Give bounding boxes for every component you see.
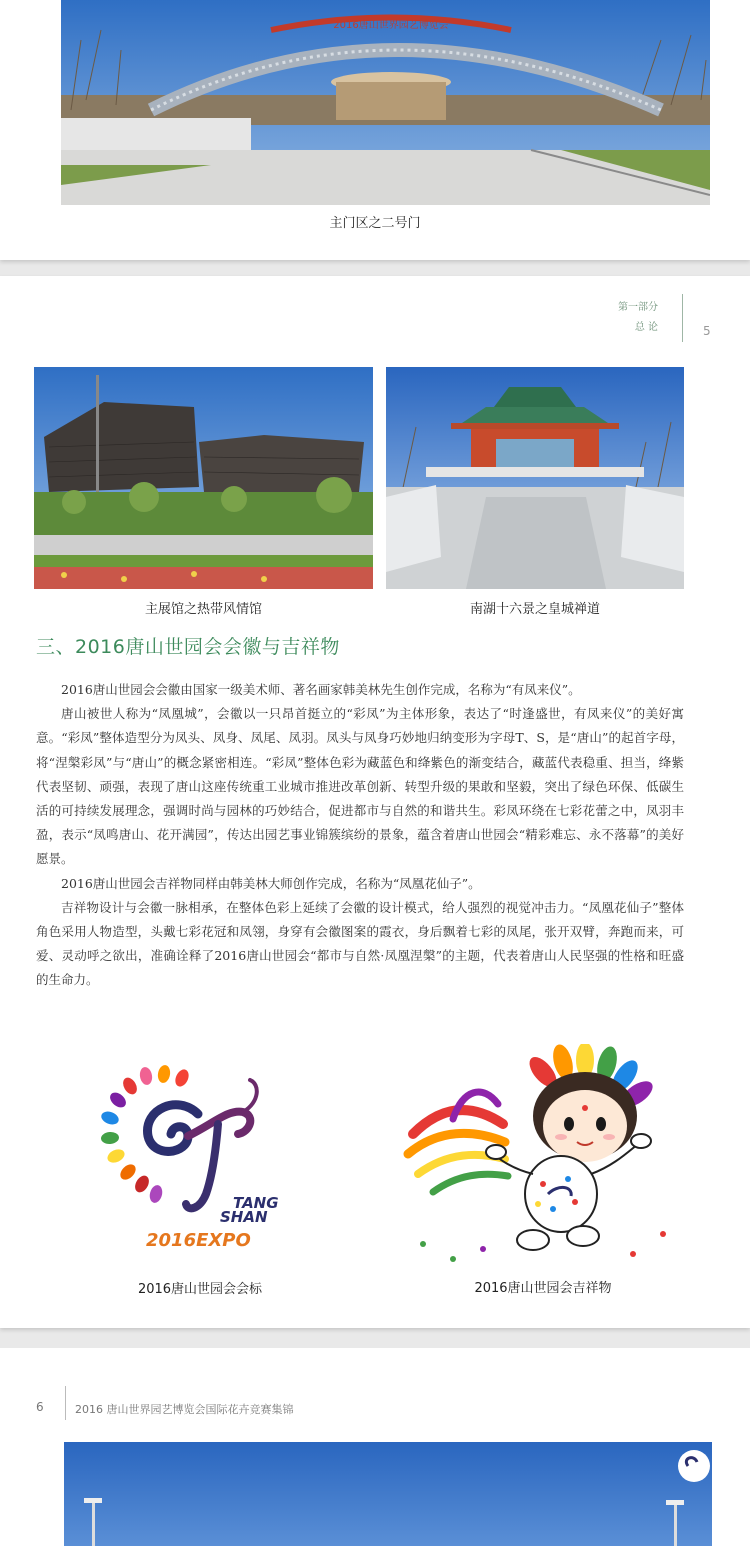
main-page — [0, 276, 750, 1328]
pavilion-photo — [386, 367, 684, 589]
emblem-caption: 2016唐山世园会会标 — [137, 1282, 263, 1297]
gate-sign-text: 2016唐山世界园艺博览会 — [333, 20, 449, 31]
part-label: 第一部分 — [618, 302, 658, 313]
stadium-photo — [64, 1442, 712, 1546]
gate-photo-caption: 主门区之二号门 — [329, 216, 421, 231]
mascot-caption: 2016唐山世园会吉祥物 — [474, 1281, 612, 1296]
section-title: 三、2016唐山世园会会徽与吉祥物 — [36, 636, 340, 658]
emblem-card — [38, 1054, 362, 1270]
paragraph: 2016唐山世园会吉祥物同样由韩美林大师创作完成，名称为“凤凰花仙子”。 — [61, 875, 481, 891]
paragraph: 唐山被世人称为“凤凰城”，会徽以一只昂首挺立的“彩凤”为主体形象，表达了“时逢盛世，有凤来仪”的美好寓意。“彩凤”整体造型分为凤头、凤身、凤尾、凤羽。凤头与凤身巧妙地归纳变形为字母T、S，是“唐山”的起首字母，将“涅槃彩凤”与“唐山”的概念紧密相连。“彩凤”整体色彩为藏蓝色和绛紫色的渐变结合，藏蓝代表稳重、担当，绛紫代表坚韧、顽强，表现了唐山这座传统重工业城市推进改革创新、转型升级的果敢和坚毅，突出了绿色环保、低碳生活的可持续发展理念，强调时尚与园林的巧妙结合，促进都市与自然的和谐共生。彩凤环绕在七彩花蕾之中，凤羽丰盈，表示“凤鸣唐山、花开满园”，传达出园艺事业锦簇缤纷的景象，蕴含着唐山世园会“精彩难忘、永不落幕”的美好愿景。 — [36, 706, 684, 867]
paragraph: 吉祥物设计与会徽一脉相承，在整体色彩上延续了会徽的设计模式，给人强烈的视觉冲击力。“凤凰花仙子”整体角色采用人物造型，头戴七彩花冠和凤翎，身穿有会徽图案的霞衣，身后飘着七彩的凤尾，张开双臂，奔跑而来，可爱、灵动呼之欲出，准确诠释了2016唐山世园会“都市与自然·凤凰涅槃”的主题，代表着唐山人民坚强的性格和旺盛的生命力。 — [36, 899, 684, 988]
page-header-part — [618, 298, 658, 338]
footer-divider — [65, 1386, 66, 1420]
running-title: 2016 唐山世界园艺博览会国际花卉竞赛集锦 — [75, 1403, 294, 1416]
part-name: 总 论 — [634, 322, 658, 333]
gate-photo — [61, 0, 710, 205]
top-page — [0, 0, 750, 260]
emblem-text-shan: SHAN — [220, 1208, 268, 1226]
mascot-tail — [408, 1092, 508, 1192]
pavilion-photo-caption: 南湖十六景之皇城禅道 — [469, 602, 600, 617]
mascot-illustration — [393, 1044, 693, 1274]
building-photo — [34, 367, 373, 589]
emblem-text-tang: TANG — [233, 1194, 279, 1212]
building-photo-caption: 主展馆之热带风情馆 — [144, 602, 262, 617]
emblem-text-expo: 2016EXPO — [146, 1230, 251, 1251]
body-text — [36, 678, 684, 993]
bottom-page — [0, 1348, 750, 1546]
page-number: 6 — [36, 1400, 44, 1414]
paragraph: 2016唐山世园会会徽由国家一级美术师、著名画家韩美林先生创作完成，名称为“有凤来仪”。 — [61, 682, 581, 697]
page-number: 5 — [703, 324, 711, 338]
emblem-logo — [38, 1054, 362, 1270]
header-divider — [682, 294, 683, 342]
